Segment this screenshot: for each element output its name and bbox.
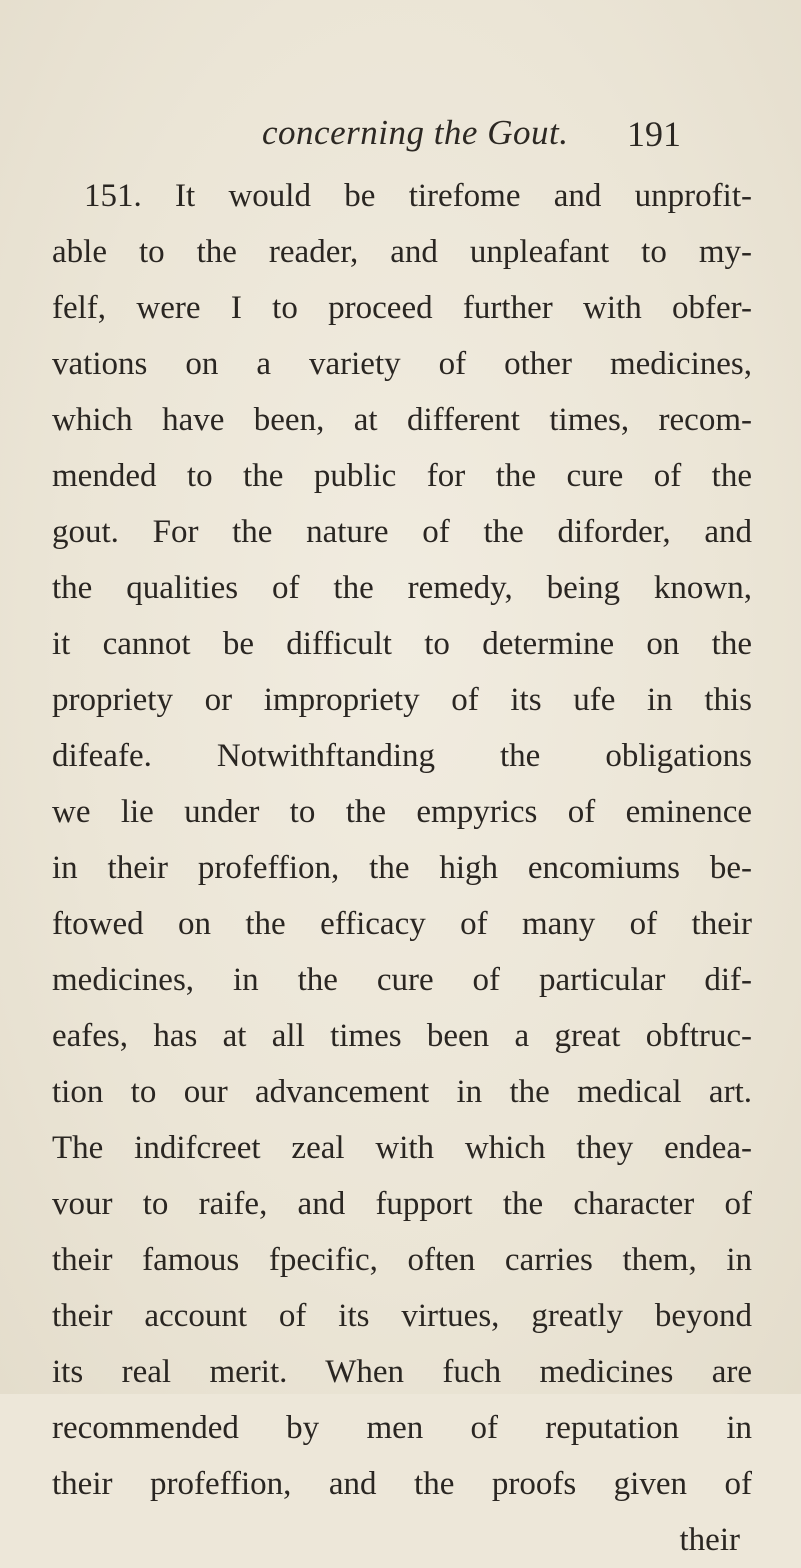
- text-line: their account of its virtues, greatly beyond: [52, 1298, 752, 1334]
- text-line: 151. It would be tirefome and unprofit-: [84, 178, 752, 214]
- text-line: in their profeffion, the high encomiums be-: [52, 850, 752, 886]
- text-line: eafes, has at all times been a great obftruc-: [52, 1018, 752, 1054]
- text-line: recommended by men of reputation in: [52, 1410, 752, 1446]
- text-line: vations on a variety of other medicines,: [52, 346, 752, 382]
- body-text: [52, 168, 752, 1568]
- catchword: their: [679, 1522, 740, 1558]
- text-line: we lie under to the empyrics of eminence: [52, 794, 752, 830]
- text-line: propriety or impropriety of its ufe in this: [52, 682, 752, 718]
- text-line: vour to raife, and fupport the character of: [52, 1186, 752, 1222]
- text-line: able to the reader, and unpleafant to my-: [52, 234, 752, 270]
- page-header: [0, 113, 801, 163]
- text-line: felf, were I to proceed further with obfer-: [52, 290, 752, 326]
- text-line: their profeffion, and the proofs given of: [52, 1466, 752, 1502]
- text-line: its real merit. When fuch medicines are: [52, 1354, 752, 1390]
- text-line: mended to the public for the cure of the: [52, 458, 752, 494]
- text-line: gout. For the nature of the diforder, and: [52, 514, 752, 550]
- page-number: 191: [627, 114, 681, 154]
- text-line: the qualities of the remedy, being known,: [52, 570, 752, 606]
- running-head: concerning the Gout.: [262, 113, 569, 152]
- text-line: their famous fpecific, often carries them, in: [52, 1242, 752, 1278]
- text-line: which have been, at different times, recom-: [52, 402, 752, 438]
- text-line: The indifcreet zeal with which they endea-: [52, 1130, 752, 1166]
- text-line: difeafe. Notwithftanding the obligations: [52, 738, 752, 774]
- text-line: tion to our advancement in the medical art.: [52, 1074, 752, 1110]
- text-line: medicines, in the cure of particular dif-: [52, 962, 752, 998]
- text-line: it cannot be difficult to determine on the: [52, 626, 752, 662]
- text-line: ftowed on the efficacy of many of their: [52, 906, 752, 942]
